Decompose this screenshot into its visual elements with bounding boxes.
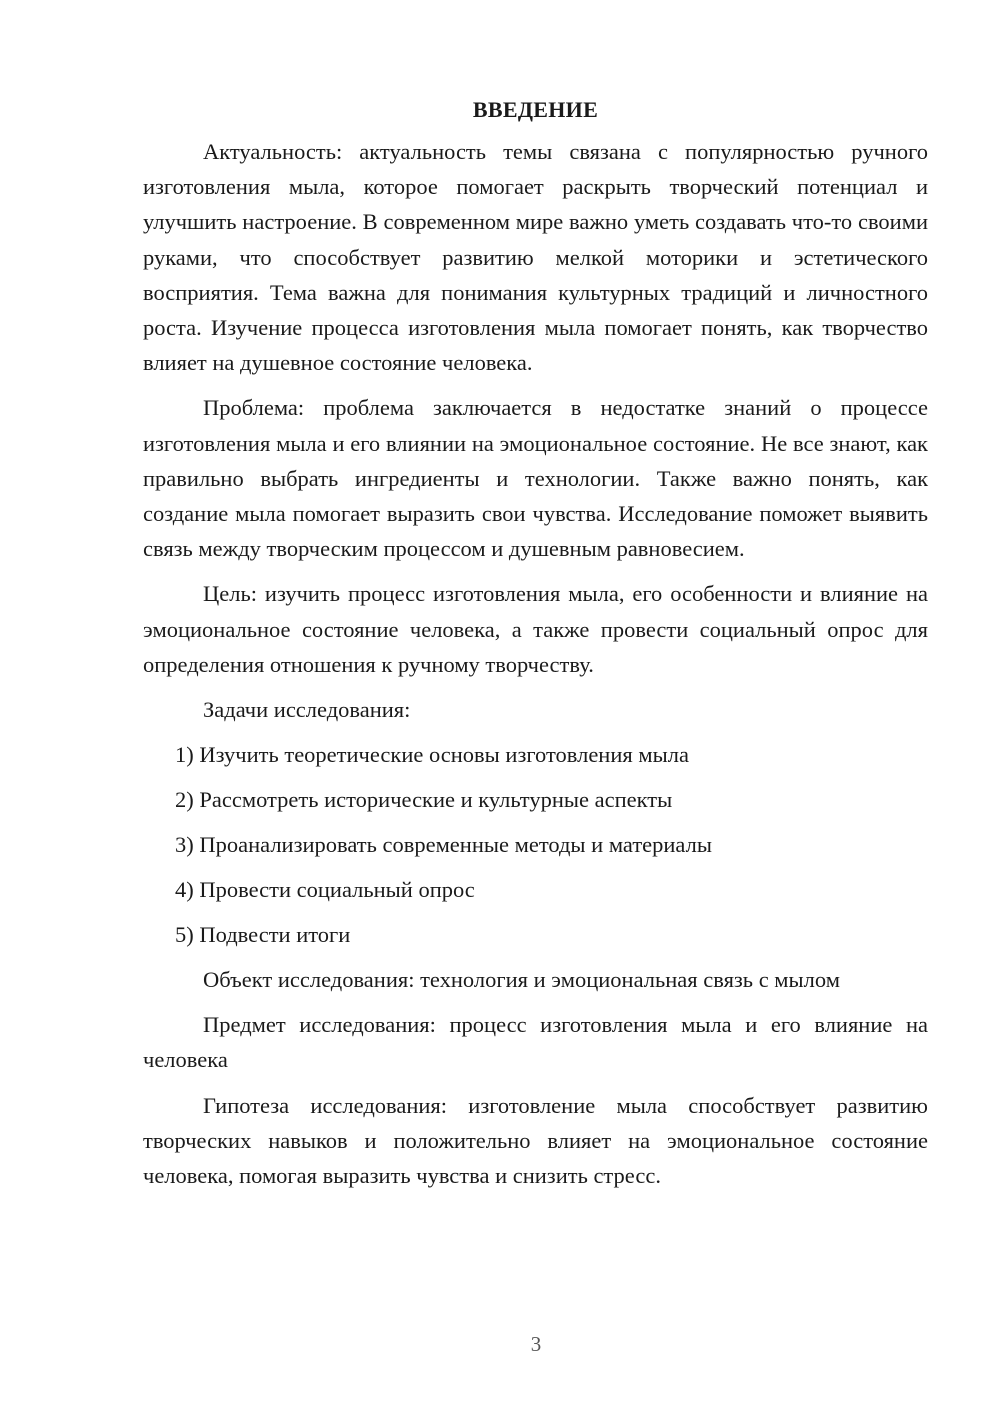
tasks-heading: Задачи исследования: <box>203 697 411 723</box>
task-item: 3) Проанализировать современные методы и материалы <box>175 832 712 858</box>
task-item: 4) Провести социальный опрос <box>175 877 475 903</box>
tasks-list <box>143 737 928 952</box>
task-item: 2) Рассмотреть исторические и культурные аспекты <box>175 787 673 813</box>
task-item: 5) Подвести итоги <box>175 922 351 948</box>
object-paragraph: Объект исследования: технология и эмоциональная связь с мылом <box>203 967 840 993</box>
hypothesis-paragraph: Гипотеза исследования: изготовление мыла способствует развитию творческих навыков и положительно влияет на эмоциональное состояние человека, помогая выразить чувства и снизить стресс. <box>143 1092 928 1189</box>
problem-paragraph: Проблема: проблема заключается в недостатке знаний о процессе изготовления мыла и его влиянии на эмоциональное состояние. Не все знают, как правильно выбрать ингредиенты и технологии. Также важно понять, как создание мыла помогает выразить свои чувства. Исследование поможет выявить связь между творческим процессом и душевным равновесием. <box>143 395 928 562</box>
relevance-paragraph: Актуальность: актуальность темы связана с популярностью ручного изготовления мыла, которое помогает раскрыть творческий потенциал и улучшить настроение. В современном мире важно уметь создавать что-то своими руками, что способствует развитию мелкой моторики и эстетического восприятия. Тема важна для понимания культурных традиций и личностного роста. Изучение процесса изготовления мыла помогает понять, как творчество влияет на душевное состояние человека. <box>143 139 928 376</box>
goal-paragraph: Цель: изучить процесс изготовления мыла, его особенности и влияние на эмоциональное состояние человека, а также провести социальный опрос для определения отношения к ручному творчеству. <box>143 581 928 677</box>
document-page <box>143 94 928 1203</box>
page-title: ВВЕДЕНИЕ <box>472 97 599 122</box>
subject-paragraph: Предмет исследования: процесс изготовления мыла и его влияние на человека <box>143 1012 928 1073</box>
task-item: 1) Изучить теоретические основы изготовления мыла <box>175 742 689 768</box>
page-number: 3 <box>530 1332 542 1356</box>
